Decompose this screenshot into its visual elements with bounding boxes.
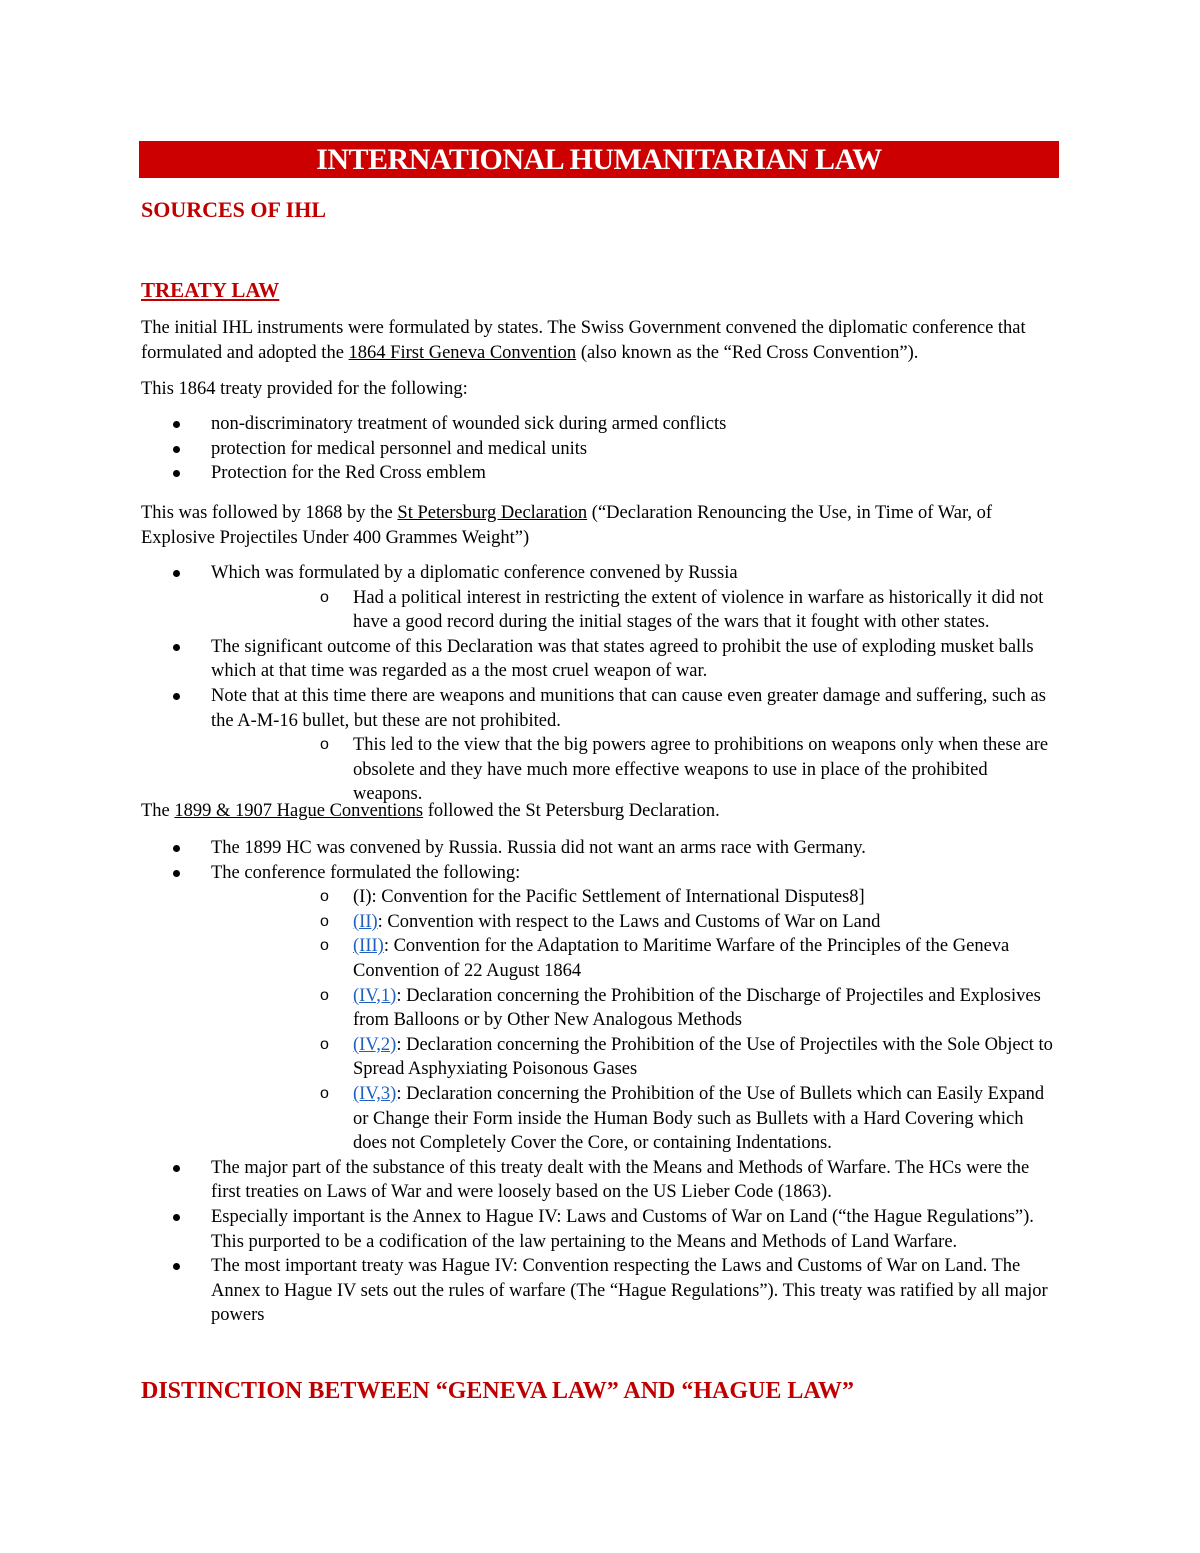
list-item: The 1899 HC was convened by Russia. Russia did not want an arms race with Germany. [141, 836, 1061, 861]
sub-list-item: o (IV,3): Declaration concerning the Prohibition of the Use of Bullets which can Easily Expand or Change their Form inside the Human Body such as Bullets with a Hard Covering which does not Completely Cover the Core, or containing Indentations. [320, 1083, 1045, 1154]
text: The initial IHL instruments were formulated by states. The Swiss Government convened the diplomatic conference that formulated and adopted the [141, 318, 1026, 363]
list-1864-provisions [141, 412, 1061, 486]
sub-list-item: o (II): Convention with respect to the Laws and Customs of War on Land [211, 910, 1061, 935]
bullet-icon [173, 446, 180, 453]
list-item: non-discriminatory treatment of wounded sick during armed conflicts [141, 412, 1061, 437]
list-st-petersburg [141, 561, 1061, 807]
text: (also known as the “Red Cross Convention”). [576, 342, 919, 363]
bullet-icon [173, 870, 180, 877]
paragraph-intro [141, 316, 1061, 365]
bullet-icon [173, 644, 180, 651]
list-item: The major part of the substance of this treaty dealt with the Means and Methods of Warfare. The HCs were the first treaties on Laws of War and were loosely based on the US Lieber Code (1863). [141, 1156, 1061, 1205]
list-item: The significant outcome of this Declaration was that states agreed to prohibit the use of exploding musket balls which at that time was regarded as a the most cruel weapon of war. [141, 635, 1061, 684]
sub-list-item: o (III): Convention for the Adaptation to Maritime Warfare of the Principles of the Geneva Convention of 22 August 1864 [320, 936, 1010, 981]
hollow-bullet-icon: o [320, 1035, 329, 1053]
bullet-icon [173, 470, 180, 477]
bullet-icon [173, 421, 180, 428]
sub-list-item: o This led to the view that the big powers agree to prohibitions on weapons only when these are obsolete and they have much more effective weapons to use in place of the prohibited weapons. [320, 735, 1049, 805]
list-item: Which was formulated by a diplomatic conference convened by Russia o Had a political interest in restricting the extent of violence in warfare as historically it did not have a good record during the initial stages of the wars that it fought with other states. [141, 561, 1061, 635]
bullet-icon [173, 570, 180, 577]
bullet-icon [173, 1165, 180, 1172]
link-hague-iii[interactable]: (III) [353, 936, 384, 957]
hollow-bullet-icon: o [320, 912, 329, 930]
sub-list-item: o (I): Convention for the Pacific Settlement of International Disputes8] [211, 885, 1061, 910]
document-title: INTERNATIONAL HUMANITARIAN LAW [139, 141, 1059, 178]
sub-list-item: o Had a political interest in restricting the extent of violence in warfare as historically it did not have a good record during the initial stages of the wars that it fought with other states. [320, 587, 1044, 633]
heading-treaty-law: TREATY LAW [141, 278, 280, 302]
paragraph-st-petersburg: This was followed by 1868 by the St Petersburg Declaration (“Declaration Renouncing the Use, in Time of War, of Explosive Projectiles Under 400 Grammes Weight”) [141, 503, 993, 548]
sub-list-item: o (IV,2): Declaration concerning the Prohibition of the Use of Projectiles with the Sole Object to Spread Asphyxiating Poisonous Gases [320, 1034, 1053, 1080]
heading-distinction: DISTINCTION BETWEEN “GENEVA LAW” AND “HAGUE LAW” [141, 1378, 855, 1404]
hollow-bullet-icon: o [320, 937, 329, 955]
hollow-bullet-icon: o [320, 588, 329, 606]
hollow-bullet-icon: o [320, 736, 329, 754]
list-item: The conference formulated the following: o (I): Convention for the Pacific Settlement of International Disputes8] o (II): Convention with respect to the Laws and Customs of War on Land o (III): Convention for the Adaptation to Maritime Warfare of the Principles of the Geneva Convention of 22 August 1864 o (IV,1): Declaration concerning the Prohibition of the Discharge of Projectiles and Explosives from Balloons or by Other New Analogous Methods o (IV,2): Declaration concerning the Prohibition of the Use of Projectiles with the Sole Object to Spread Asphyxiating Poisonous Gases o (IV,3): Declaration concerning the Prohibition of the Use of Bullets which can Easily Expand or Change their Form inside the Human Body such as Bullets with a Hard Covering which does not Completely Cover the Core, or containing Indentations. [141, 861, 1061, 1156]
list-item: Note that at this time there are weapons and munitions that can cause even greater damage and suffering, such as the A-M-16 bullet, but these are not prohibited. o This led to the view that the big powers agree to prohibitions on weapons only when these are obsolete and they have much more effective weapons to use in place of the prohibited weapons. [141, 684, 1061, 807]
link-hague-ii[interactable]: (II) [353, 911, 378, 932]
link-hague-iv-3[interactable]: (IV,3) [353, 1083, 397, 1104]
list-hague [141, 836, 1061, 1328]
link-hague-iv-2[interactable]: (IV,2) [353, 1034, 397, 1055]
hollow-bullet-icon: o [320, 888, 329, 906]
paragraph-hague: The 1899 & 1907 Hague Conventions followed the St Petersburg Declaration. [141, 801, 720, 821]
hollow-bullet-icon: o [320, 1084, 329, 1102]
paragraph-1864-treaty: This 1864 treaty provided for the following: [141, 379, 468, 399]
hollow-bullet-icon: o [320, 986, 329, 1004]
list-item: Protection for the Red Cross emblem [141, 461, 1061, 486]
list-item: Especially important is the Annex to Hague IV: Laws and Customs of War on Land (“the Hague Regulations”). This purported to be a codification of the law pertaining to the Means and Methods of Land Warfare. [141, 1205, 1061, 1254]
link-geneva-1864[interactable]: 1864 First Geneva Convention [348, 342, 577, 363]
heading-sources: SOURCES OF IHL [141, 197, 327, 222]
link-hague-conventions[interactable]: 1899 & 1907 Hague Conventions [174, 801, 424, 821]
sub-list-item: o (IV,1): Declaration concerning the Prohibition of the Discharge of Projectiles and Explosives from Balloons or by Other New Analogous Methods [320, 985, 1041, 1031]
list-item: The most important treaty was Hague IV: Convention respecting the Laws and Customs of War on Land. The Annex to Hague IV sets out the rules of warfare (The “Hague Regulations”). This treaty was ratified by all major powers [141, 1254, 1061, 1328]
bullet-icon [173, 845, 180, 852]
link-st-petersburg[interactable]: St Petersburg Declaration [397, 503, 588, 523]
bullet-icon [173, 693, 180, 700]
link-hague-iv-1[interactable]: (IV,1) [353, 985, 397, 1006]
bullet-icon [173, 1214, 180, 1221]
list-item: protection for medical personnel and medical units [141, 437, 1061, 462]
bullet-icon [173, 1263, 180, 1270]
